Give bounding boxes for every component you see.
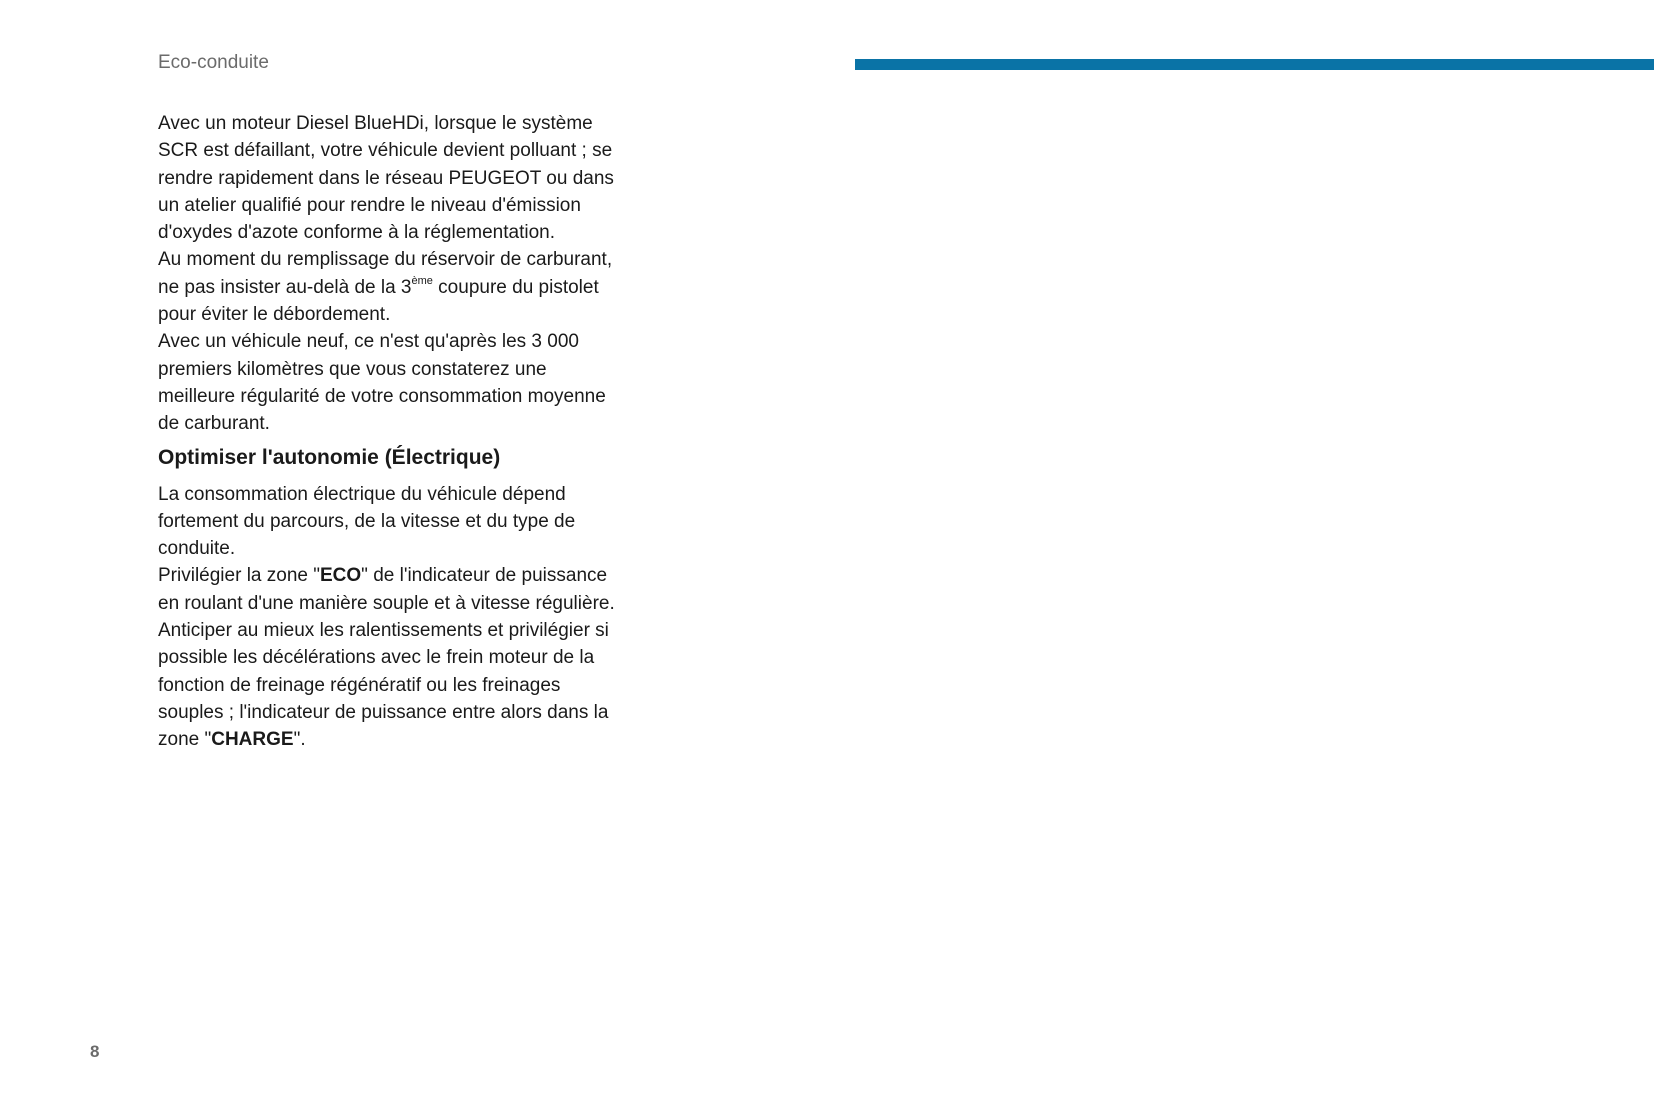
page-number: 8 xyxy=(90,1042,100,1061)
accent-bar xyxy=(855,59,1654,70)
ordinal-superscript: ème xyxy=(411,274,433,287)
refuel-text-start: Au moment du remplissage du réservoir de carburant, ne pas insister au-delà de la 3 xyxy=(158,249,613,298)
paragraph-bluehdi: Avec un moteur Diesel BlueHDi, lorsque le système SCR est défaillant, votre véhicule devient polluant ; se rendre rapidement dans le réseau PEUGEOT ou dans un atelier qualifié pour rendre le niveau d'émission d'oxydes d'azote conforme à la réglementation. xyxy=(158,113,614,244)
paragraph-refuel xyxy=(158,246,618,328)
refuel-text-end: coupure du pistolet pour éviter le débordement. xyxy=(158,276,599,326)
text-column xyxy=(158,110,618,754)
section-heading: Optimiser l'autonomie (Électrique) xyxy=(158,445,501,469)
charge-keyword: CHARGE xyxy=(211,729,294,751)
paragraph-consumption: La consommation électrique du véhicule dépend fortement du parcours, de la vitesse et du type de conduite. xyxy=(158,483,576,560)
eco-text-end: " de l'indicateur de puissance en roulant d'une manière souple et à vitesse régulière. xyxy=(158,565,615,614)
paragraph-eco-zone xyxy=(158,562,618,617)
running-header: Eco-conduite xyxy=(158,52,269,73)
eco-text-start: Privilégier la zone " xyxy=(158,565,320,587)
paragraph-new-vehicle: Avec un véhicule neuf, ce n'est qu'après les 3 000 premiers kilomètres que vous constaterez une meilleure régularité de votre consommation moyenne de carburant. xyxy=(158,331,606,435)
charge-text-end: ". xyxy=(293,729,306,751)
eco-keyword: ECO xyxy=(319,565,362,587)
charge-text-start: Anticiper au mieux les ralentissements et privilégier si possible les décélérations avec le frein moteur de la fonction de freinage régénératif ou les freinages souples ; l'indicateur de puissance entre alors dans la zone " xyxy=(158,620,609,751)
paragraph-charge-zone xyxy=(158,617,618,753)
